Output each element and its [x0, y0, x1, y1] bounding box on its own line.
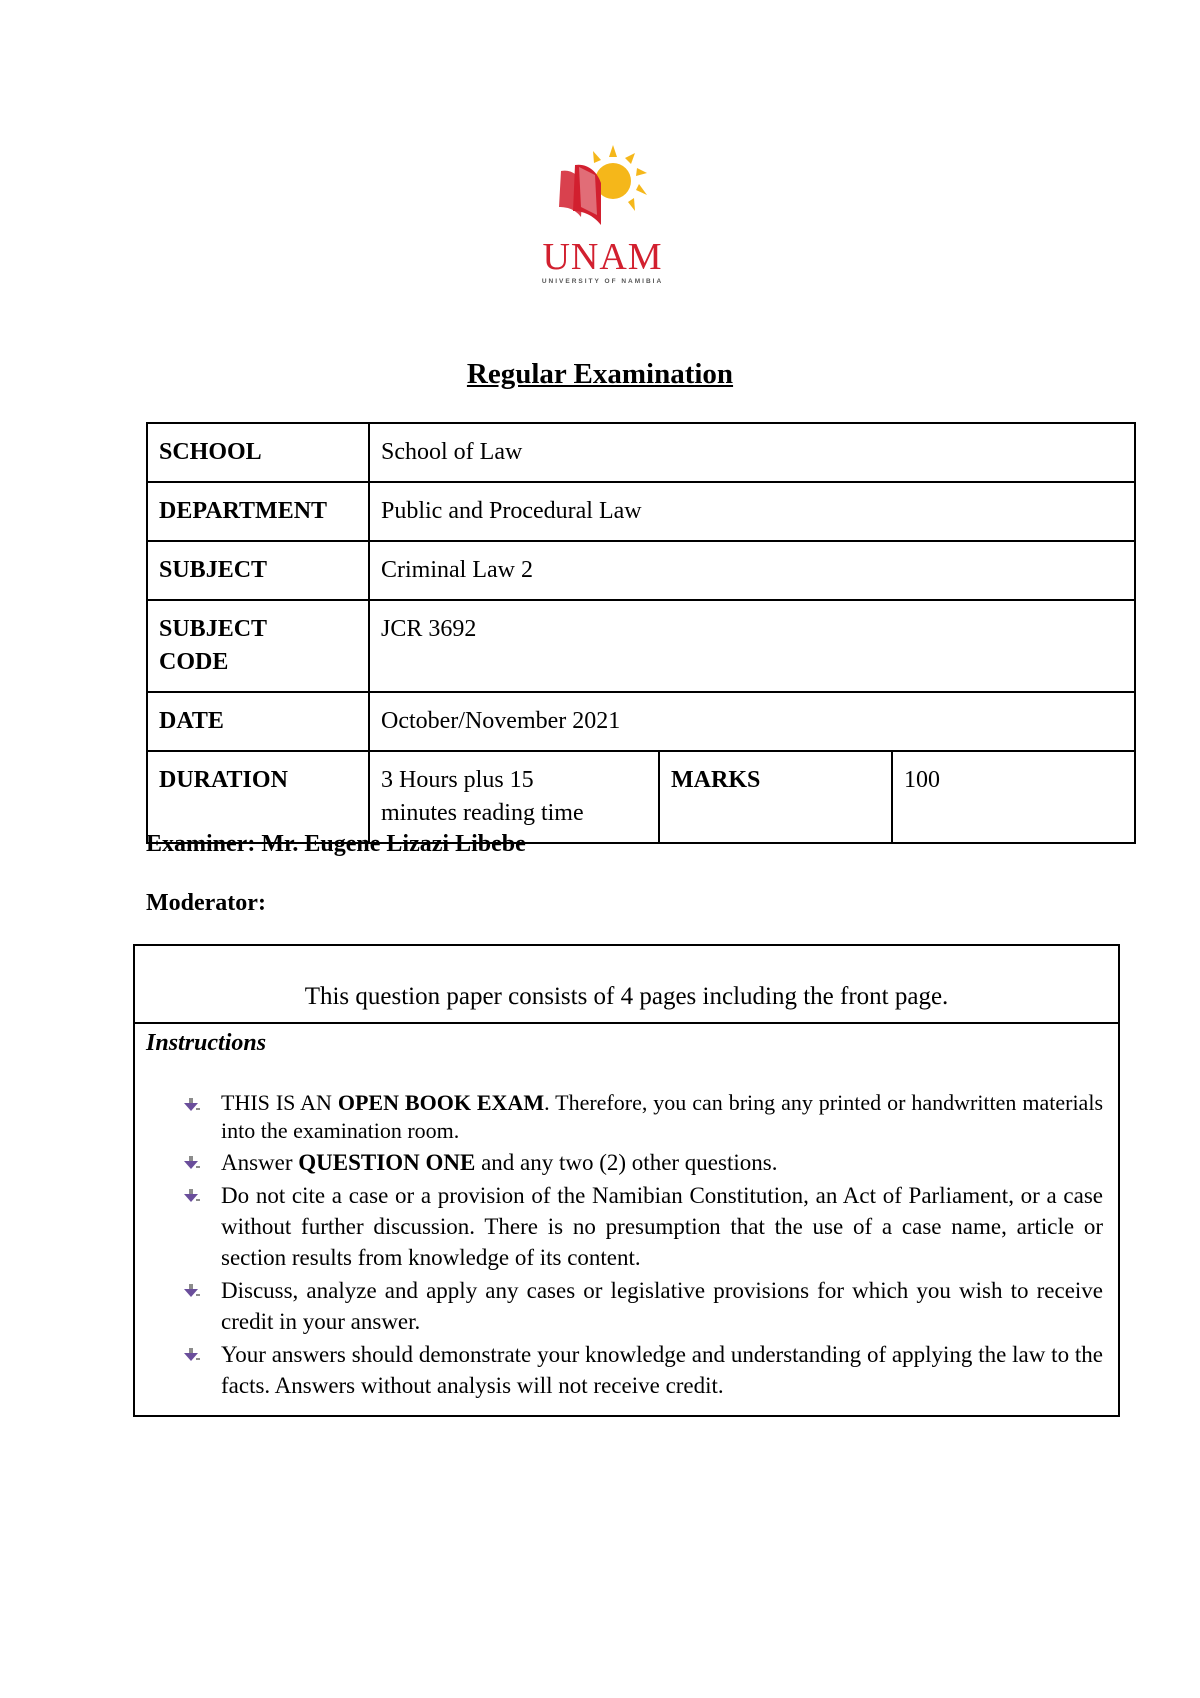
duration-value [369, 751, 659, 843]
item2-bold: QUESTION ONE [298, 1150, 476, 1175]
school-label: SCHOOL [147, 423, 369, 482]
date-value: October/November 2021 [369, 692, 1135, 751]
duration-value-line1: 3 Hours plus 15 [381, 767, 534, 793]
arrow-down-bullet-icon [183, 1284, 201, 1298]
instructions-heading: Instructions [146, 1030, 267, 1056]
subject-code-label-line2: CODE [159, 649, 229, 675]
arrow-down-bullet-icon [183, 1189, 201, 1203]
item1-bold: OPEN BOOK EXAM [337, 1090, 545, 1115]
department-value: Public and Procedural Law [369, 482, 1135, 541]
arrow-down-bullet-icon [183, 1098, 201, 1112]
item2-post: and any two (2) other questions. [475, 1150, 778, 1175]
table-row [147, 692, 1135, 751]
book-sun-emblem-icon [535, 145, 670, 235]
item2-pre: Answer [221, 1150, 299, 1175]
table-row [147, 423, 1135, 482]
list-item [183, 1180, 1103, 1273]
marks-label: MARKS [659, 751, 892, 843]
date-label: DATE [147, 692, 369, 751]
logo-wordmark: UNAM [542, 236, 663, 278]
table-row [147, 751, 1135, 843]
table-row [147, 541, 1135, 600]
marks-value: 100 [892, 751, 1135, 843]
table-row [147, 600, 1135, 692]
subject-value: Criminal Law 2 [369, 541, 1135, 600]
subject-label: SUBJECT [147, 541, 369, 600]
subject-code-value: JCR 3692 [369, 600, 1135, 692]
item3-text: Do not cite a case or a provision of the Namibian Constitution, an Act of Parliament, or a case without further discussion. There is no presumption that the use of a case name, article or section results from knowledge of its content. [221, 1183, 1103, 1270]
unam-logo [535, 145, 670, 285]
subject-code-label-line1: SUBJECT [159, 616, 268, 642]
item5-text: Your answers should demonstrate your knowledge and understanding of applying the law to the facts. Answers without analysis will not receive credit. [221, 1342, 1103, 1398]
list-item [183, 1089, 1103, 1145]
duration-label: DURATION [147, 751, 369, 843]
school-value: School of Law [369, 423, 1135, 482]
list-item [183, 1275, 1103, 1337]
item4-text: Discuss, analyze and apply any cases or legislative provisions for which you wish to receive credit in your answer. [221, 1278, 1103, 1334]
examiner-line: Examiner: Mr. Eugene Lizazi Libebe [146, 831, 526, 857]
item1-pre: THIS IS AN [221, 1090, 338, 1115]
duration-value-line2: minutes reading time [381, 800, 584, 826]
logo-subtitle: UNIVERSITY OF NAMIBIA [541, 278, 664, 285]
department-label: DEPARTMENT [147, 482, 369, 541]
item1-post: . Therefore, you can bring any printed or handwritten materials into the examination room. [221, 1090, 1103, 1143]
arrow-down-bullet-icon [183, 1348, 201, 1362]
list-item [183, 1147, 1103, 1178]
moderator-line: Moderator: [146, 890, 266, 916]
exam-title: Regular Examination [466, 358, 734, 390]
subject-code-label [147, 600, 369, 692]
instructions-box [133, 944, 1120, 1417]
list-item [183, 1339, 1103, 1401]
pages-note: This question paper consists of 4 pages including the front page. [135, 946, 1118, 1024]
table-row [147, 482, 1135, 541]
arrow-down-bullet-icon [183, 1156, 201, 1170]
exam-info-table [146, 422, 1136, 844]
instructions-list [183, 1089, 1103, 1403]
